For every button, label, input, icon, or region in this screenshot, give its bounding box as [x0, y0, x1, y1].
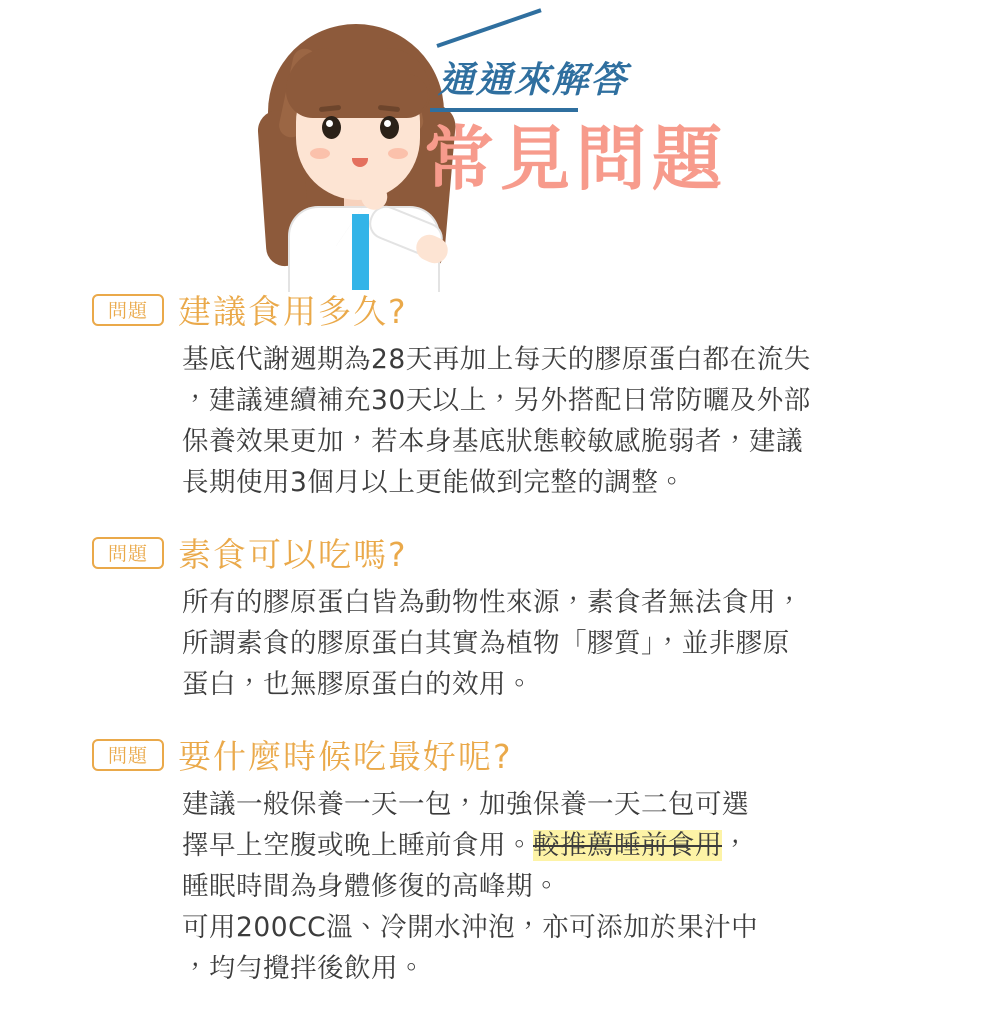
script-underline-bottom [430, 108, 578, 112]
faq-answer-text [182, 582, 942, 705]
answer-line: 基底代謝週期為28天再加上每天的膠原蛋白都在流失 [182, 344, 811, 375]
faq-answer-text [182, 784, 942, 989]
page-title: 常見問題 [424, 118, 728, 200]
header-script-title: 通通來解答 [438, 59, 629, 101]
faq-question-row [0, 529, 1000, 576]
eye-right-shape [380, 116, 399, 139]
faq-list [0, 286, 1000, 1015]
page-header [0, 0, 1000, 290]
answer-line: 所謂素食的膠原蛋白其實為植物「膠質」，並非膠原 [182, 628, 790, 659]
highlight-suffix: ， [722, 830, 749, 861]
faq-question-text: 素食可以吃嗎? [178, 535, 408, 574]
answer-line: 可用200CC溫、冷開水沖泡，亦可添加於果汁中 [182, 912, 759, 943]
faq-item [0, 286, 1000, 503]
eye-left-shape [322, 116, 341, 139]
answer-line: 所有的膠原蛋白皆為動物性來源，素食者無法食用， [182, 587, 803, 618]
answer-line: 建議一般保養一天一包，加強保養一天二包可選 [182, 789, 749, 820]
faq-question-row [0, 731, 1000, 778]
cheek-right-shape [388, 148, 408, 159]
answer-line: 蛋白，也無膠原蛋白的效用。 [182, 669, 533, 700]
necktie-shape [352, 214, 369, 290]
cheek-left-shape [310, 148, 330, 159]
answer-line: 長期使用3個月以上更能做到完整的調整。 [182, 467, 686, 498]
bangs-shape [286, 48, 430, 118]
faq-question-text: 建議食用多久? [178, 292, 408, 331]
question-badge: 問題 [92, 537, 164, 569]
question-badge: 問題 [92, 294, 164, 326]
faq-item [0, 529, 1000, 705]
faq-item [0, 731, 1000, 989]
faq-question-text: 要什麼時候吃最好呢? [178, 737, 513, 776]
answer-line: ，均勻攪拌後飲用。 [182, 953, 425, 984]
faq-question-row [0, 286, 1000, 333]
answer-line-part: 擇早上空腹或晚上睡前食用。 [182, 830, 533, 861]
highlighted-strikethrough-text: 較推薦睡前食用 [533, 830, 722, 861]
answer-line: 保養效果更加，若本身基底狀態較敏感脆弱者，建議 [182, 426, 803, 457]
faq-answer-text [182, 339, 942, 503]
answer-line-with-highlight [182, 825, 942, 866]
answer-line: ，建議連續補充30天以上，另外搭配日常防曬及外部 [182, 385, 811, 416]
question-badge: 問題 [92, 739, 164, 771]
answer-line: 睡眠時間為身體修復的高峰期。 [182, 871, 560, 902]
